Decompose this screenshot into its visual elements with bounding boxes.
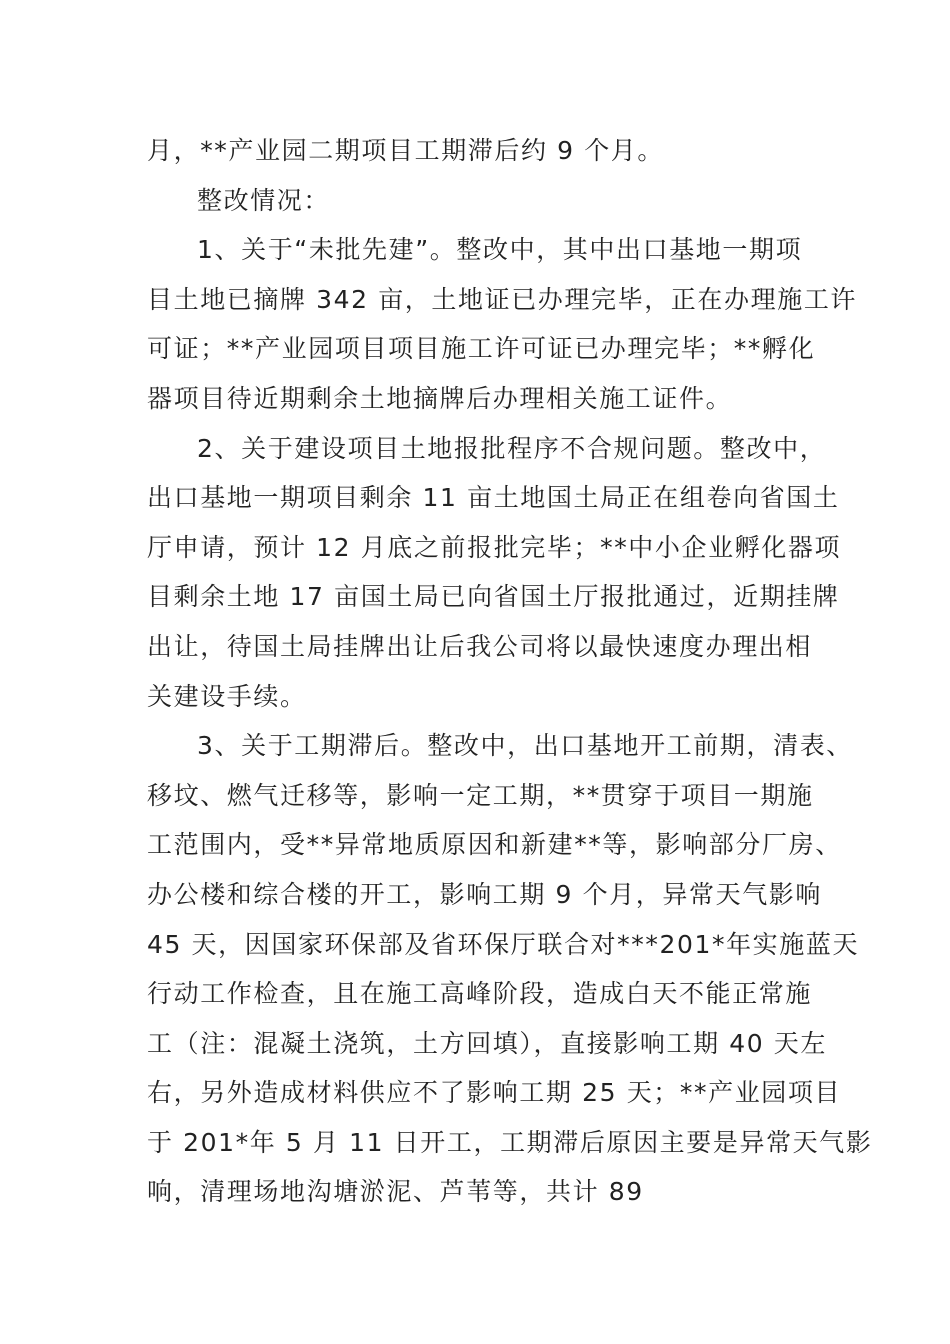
text-line: 2、关于建设项目土地报批程序不合规问题。整改中， [197, 433, 827, 463]
text-line: 整改情况： [197, 185, 331, 215]
text-line: 办公楼和综合楼的开工，影响工期 9 个月，异常天气影响 [147, 879, 823, 909]
text-line: 3、关于工期滞后。整改中，出口基地开工前期，清表、 [197, 731, 853, 761]
text-line: 响，清理场地沟塘淤泥、芦苇等，共计 89 [147, 1177, 644, 1207]
text-line: 于 201*年 5 月 11 日开工，工期滞后原因主要是异常天气影 [147, 1127, 873, 1157]
text-line: 目剩余土地 17 亩国土局已向省国土厅报批通过，近期挂牌 [147, 582, 840, 612]
text-line: 45 天，因国家环保部及省环保厅联合对***201*年实施蓝天 [147, 929, 860, 959]
text-line: 厅申请，预计 12 月底之前报批完毕；**中小企业孵化器项 [147, 532, 842, 562]
text-line: 出口基地一期项目剩余 11 亩土地国土局正在组卷向省国土 [147, 483, 840, 513]
text-line: 右，另外造成材料供应不了影响工期 25 天；**产业园项目 [147, 1078, 842, 1108]
text-line: 月，**产业园二期项目工期滞后约 9 个月。 [147, 136, 665, 165]
text-line: 1、关于“未批先建”。整改中，其中出口基地一期项 [197, 235, 803, 265]
text-line: 可证；**产业园项目项目施工许可证已办理完毕；**孵化 [147, 334, 816, 364]
text-line: 器项目待近期剩余土地摘牌后办理相关施工证件。 [147, 383, 733, 413]
text-line: 工（注：混凝土浇筑，土方回填），直接影响工期 40 天左 [147, 1028, 828, 1058]
text-line: 关建设手续。 [147, 681, 307, 711]
text-line: 出让，待国土局挂牌出让后我公司将以最快速度办理出相 [147, 631, 813, 661]
text-line: 移坟、燃气迁移等，影响一定工期，**贯穿于项目一期施 [147, 780, 814, 810]
text-line: 工范围内，受**异常地质原因和新建**等，影响部分厂房、 [147, 830, 842, 860]
text-line: 目土地已摘牌 342 亩，土地证已办理完毕，正在办理施工许 [147, 284, 858, 314]
text-line: 行动工作检查，且在施工高峰阶段，造成白天不能正常施 [147, 979, 813, 1009]
body-text [147, 126, 873, 1217]
